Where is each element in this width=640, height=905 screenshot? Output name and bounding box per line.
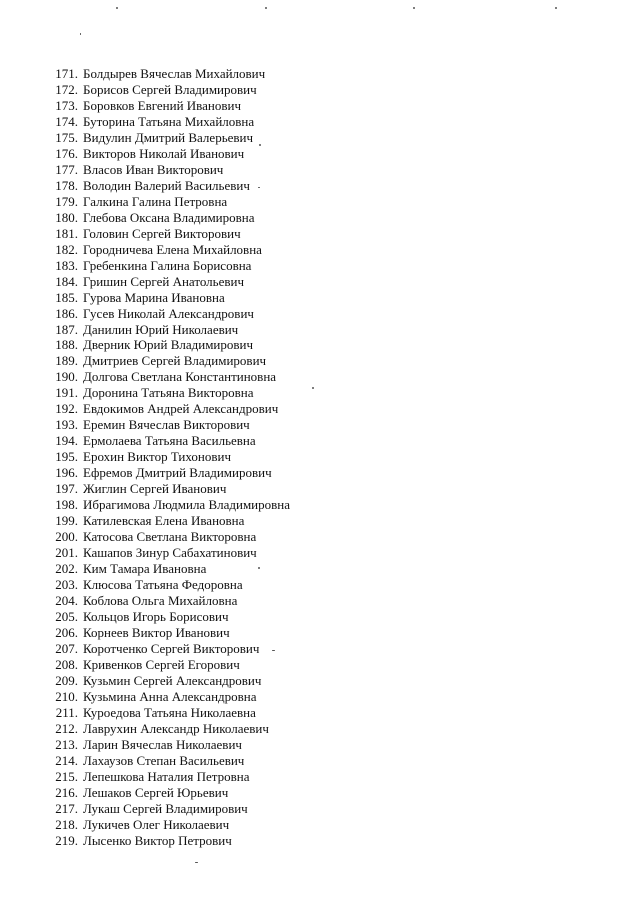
item-name: Ермолаева Татьяна Васильевна [83, 433, 256, 449]
list-item [40, 737, 290, 753]
item-name: Болдырев Вячеслав Михайлович [83, 66, 266, 81]
list-item [40, 146, 290, 162]
item-name: Викторов Николай Иванович [83, 145, 245, 161]
item-number: 172. [55, 81, 78, 97]
item-number: 199. [55, 513, 78, 529]
item-number: 215. [55, 768, 78, 784]
item-name: Глебова Оксана Владимировна [83, 209, 255, 225]
item-name: Лукичев Олег Николаевич [83, 816, 230, 832]
item-number: 203. [55, 577, 78, 592]
list-item [40, 98, 290, 114]
item-name: Лукаш Сергей Владимирович [83, 800, 248, 816]
item-number: 192. [55, 401, 78, 417]
list-item [40, 258, 290, 274]
item-number: 189. [55, 353, 78, 369]
item-number: 204. [55, 592, 78, 608]
list-item [40, 274, 290, 290]
list-item [40, 130, 290, 146]
scan-speck [555, 7, 557, 9]
item-number: 200. [55, 529, 78, 545]
item-name: Борисов Сергей Владимирович [83, 81, 257, 97]
item-number: 209. [55, 672, 78, 688]
item-name: Данилин Юрий Николаевич [83, 321, 239, 337]
item-name: Ларин Вячеслав Николаевич [83, 736, 242, 752]
item-number: 187. [55, 321, 78, 337]
item-number: 196. [55, 465, 78, 481]
item-number: 186. [55, 305, 78, 321]
scan-speck [265, 7, 267, 9]
item-number: 212. [55, 720, 78, 736]
item-name: Дверник Юрий Владимирович [83, 337, 254, 353]
item-name: Катосова Светлана Викторовна [83, 529, 257, 545]
list-item [40, 497, 290, 513]
item-name: Жиглин Сергей Иванович [83, 481, 227, 497]
item-number: 201. [55, 545, 78, 561]
item-number: 208. [55, 656, 78, 672]
list-item [40, 114, 290, 130]
item-number: 188. [55, 337, 78, 353]
list-item [40, 178, 290, 194]
item-name: Головин Сергей Викторович [83, 225, 241, 241]
list-item [40, 162, 290, 178]
list-item [40, 609, 290, 625]
list-item [40, 593, 290, 609]
item-name: Кашапов Зинур Сабахатинович [83, 545, 257, 561]
name-list [40, 66, 290, 848]
item-name: Катилевская Елена Ивановна [83, 513, 245, 529]
list-item [40, 210, 290, 226]
item-name: Дмитриев Сергей Владимирович [83, 353, 267, 369]
list-item [40, 785, 290, 801]
item-name: Гребенкина Галина Борисовна [83, 257, 252, 273]
item-number: 219. [55, 832, 78, 848]
item-name: Лаврухин Александр Николаевич [83, 720, 269, 736]
item-number: 180. [55, 209, 78, 225]
item-number: 218. [55, 816, 78, 832]
list-item [40, 465, 290, 481]
list-item [40, 433, 290, 449]
item-number: 175. [55, 129, 78, 145]
list-item [40, 833, 290, 849]
list-item [40, 753, 290, 769]
item-number: 195. [55, 449, 78, 465]
item-name: Ибрагимова Людмила Владимировна [83, 497, 290, 513]
item-number: 214. [55, 752, 78, 768]
list-item [40, 769, 290, 785]
list-item [40, 625, 290, 641]
item-number: 194. [55, 433, 78, 449]
scan-speck [413, 7, 415, 9]
item-number: 207. [55, 640, 78, 656]
item-name: Ерохин Виктор Тихонович [83, 449, 231, 465]
list-item [40, 449, 290, 465]
item-number: 181. [55, 225, 78, 241]
item-number: 202. [55, 561, 78, 577]
list-item [40, 545, 290, 561]
item-number: 174. [55, 113, 78, 129]
item-number: 184. [55, 273, 78, 289]
item-number: 210. [55, 688, 78, 704]
item-number: 190. [55, 369, 78, 385]
item-number: 179. [55, 193, 78, 209]
item-number: 177. [55, 161, 78, 177]
item-name: Боровков Евгений Иванович [83, 97, 241, 113]
list-item [40, 226, 290, 242]
item-number: 176. [55, 145, 78, 161]
scan-speck [116, 7, 118, 9]
list-item [40, 689, 290, 705]
item-number: 217. [55, 800, 78, 816]
item-name: Коблова Ольга Михайловна [83, 592, 238, 608]
list-item [40, 82, 290, 98]
item-number: 216. [55, 784, 78, 800]
list-item [40, 290, 290, 306]
item-number: 173. [55, 97, 78, 113]
item-name: Коротченко Сергей Викторович [83, 640, 260, 656]
list-item [40, 369, 290, 385]
list-item [40, 66, 290, 82]
list-item [40, 513, 290, 529]
item-name: Корнеев Виктор Иванович [83, 624, 230, 640]
item-name: Лепешкова Наталия Петровна [83, 768, 250, 784]
item-number: 178. [55, 177, 78, 193]
list-item [40, 705, 290, 721]
item-name: Гришин Сергей Анатольевич [83, 273, 245, 289]
list-item [40, 721, 290, 737]
item-name: Лысенко Виктор Петрович [83, 832, 232, 848]
item-name: Ефремов Дмитрий Владимирович [83, 465, 272, 481]
list-item [40, 673, 290, 689]
item-number: 213. [55, 736, 78, 752]
list-item [40, 481, 290, 497]
item-name: Городничева Елена Михайловна [83, 241, 262, 257]
list-item [40, 417, 290, 433]
item-number: 171. [55, 66, 78, 81]
list-item [40, 577, 290, 593]
item-number: 211. [55, 704, 78, 720]
scan-speck [195, 862, 198, 863]
item-name: Кольцов Игорь Борисович [83, 608, 229, 624]
item-name: Гурова Марина Ивановна [83, 289, 225, 305]
item-number: 206. [55, 624, 78, 640]
list-item [40, 657, 290, 673]
item-name: Долгова Светлана Константиновна [83, 369, 277, 385]
item-name: Лахаузов Степан Васильевич [83, 752, 245, 768]
item-name: Видулин Дмитрий Валерьевич [83, 129, 254, 145]
list-item [40, 353, 290, 369]
item-number: 185. [55, 289, 78, 305]
list-item [40, 194, 290, 210]
item-name: Буторина Татьяна Михайловна [83, 113, 255, 129]
item-number: 191. [55, 385, 78, 401]
item-number: 182. [55, 241, 78, 257]
item-name: Ким Тамара Ивановна [83, 561, 207, 577]
item-name: Кузьмин Сергей Александрович [83, 672, 262, 688]
item-name: Клюсова Татьяна Федоровна [83, 577, 243, 592]
item-name: Еремин Вячеслав Викторович [83, 417, 250, 433]
item-name: Володин Валерий Васильевич [83, 177, 250, 193]
item-name: Кривенков Сергей Егорович [83, 656, 240, 672]
item-name: Галкина Галина Петровна [83, 193, 228, 209]
item-name: Доронина Татьяна Викторовна [83, 385, 254, 401]
item-number: 193. [55, 417, 78, 433]
list-item [40, 401, 290, 417]
item-name: Гусев Николай Александрович [83, 305, 254, 321]
list-item [40, 337, 290, 353]
list-item [40, 817, 290, 833]
list-item [40, 385, 290, 401]
list-item [40, 242, 290, 258]
item-number: 197. [55, 481, 78, 497]
item-name: Власов Иван Викторович [83, 161, 224, 177]
item-number: 205. [55, 608, 78, 624]
list-item [40, 641, 290, 657]
list-item [40, 561, 290, 577]
item-number: 183. [55, 257, 78, 273]
item-name: Куроедова Татьяна Николаевна [83, 704, 256, 720]
item-name: Евдокимов Андрей Александрович [83, 401, 279, 417]
item-name: Лешаков Сергей Юрьевич [83, 784, 229, 800]
scan-speck [312, 387, 314, 389]
list-item [40, 322, 290, 338]
list-item [40, 801, 290, 817]
list-item [40, 529, 290, 545]
list-item [40, 306, 290, 322]
item-number: 198. [55, 497, 78, 513]
scan-speck [80, 33, 81, 35]
item-name: Кузьмина Анна Александровна [83, 688, 257, 704]
